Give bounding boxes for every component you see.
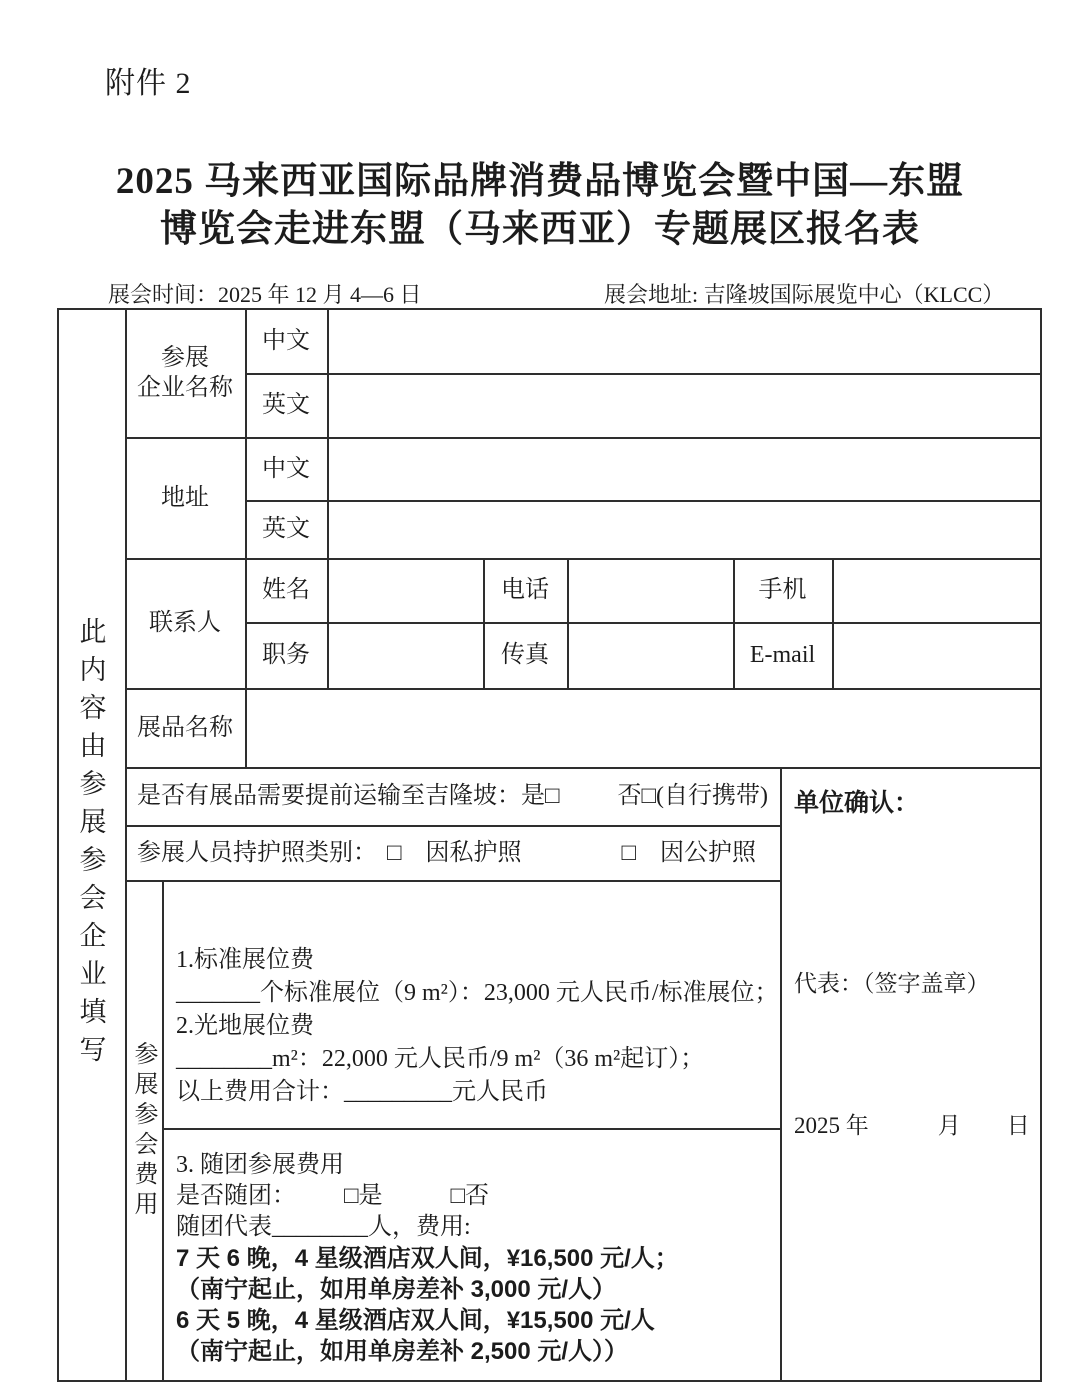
fee-section-label: 参展参会费用 — [130, 1041, 156, 1221]
passport-question: 参展人员持护照类别： — [137, 839, 377, 866]
group-no-checkbox[interactable]: □否 — [450, 1183, 489, 1209]
contact-name-input[interactable] — [329, 558, 483, 622]
confirmation-title: 单位确认： — [794, 789, 920, 817]
group-join-question: 是否随团： — [176, 1183, 296, 1209]
standard-booth-title: 1.标准展位费 — [176, 947, 314, 973]
address-zh-input[interactable] — [329, 437, 1042, 500]
package1-line: 7 天 6 晚，4 星级酒店双人间，¥16,500 元/人； — [176, 1245, 679, 1272]
company-name-zh-input[interactable] — [329, 308, 1042, 373]
group-yes-checkbox[interactable]: □是 — [344, 1183, 383, 1209]
contact-job-label: 职务 — [262, 642, 310, 668]
contact-phone-label: 电话 — [501, 577, 549, 603]
raw-space-detail[interactable]: ________m²：22,000 元人民币/9 m²（36 m²起订）； — [176, 1046, 705, 1072]
company-name-en-input[interactable] — [329, 373, 1042, 437]
raw-space-title: 2.光地展位费 — [176, 1013, 314, 1039]
group-fee-title: 3. 随团参展费用 — [176, 1152, 344, 1178]
contact-email-label: E-mail — [749, 642, 816, 668]
filler-note-text: 此内容由参展参会企业填写 — [75, 617, 106, 1073]
expo-time: 展会时间：2025 年 12 月 4—6 日 — [108, 282, 422, 307]
fee-total-line[interactable]: 以上费用合计：_________元人民币 — [176, 1079, 548, 1105]
group-fee-block — [176, 1150, 776, 1367]
address-en-input[interactable] — [329, 500, 1042, 558]
contact-fax-input[interactable] — [569, 622, 733, 688]
exhibits-label: 展品名称 — [137, 714, 233, 741]
address-label: 地址 — [161, 484, 209, 511]
package1-note-line: （南宁起止，如用单房差补 3,000 元/人） — [176, 1276, 617, 1303]
package2-note-line: （南宁起止，如用单房差补 2,500 元/人）） — [176, 1338, 629, 1365]
company-en-label: 英文 — [262, 392, 310, 418]
contact-mobile-input[interactable] — [834, 558, 1042, 622]
contact-label: 联系人 — [149, 610, 221, 636]
contact-name-label: 姓名 — [262, 577, 310, 603]
company-zh-label: 中文 — [262, 327, 310, 354]
shipping-no-checkbox[interactable]: 否□(自行携带) — [617, 783, 768, 809]
attachment-label: 附件 2 — [105, 67, 192, 100]
passport-row — [125, 825, 780, 880]
filler-note-column — [57, 308, 125, 1382]
contact-fax-label: 传真 — [501, 642, 549, 668]
contact-email-input[interactable] — [834, 622, 1042, 688]
passport-public-checkbox[interactable]: □ 因公护照 — [621, 839, 756, 866]
shipping-question: 是否有展品需要提前运输至吉隆坡： — [137, 783, 521, 809]
grid-line — [162, 880, 164, 1382]
contact-phone-input[interactable] — [569, 558, 733, 622]
package2-line: 6 天 5 晚，4 星级酒店双人间，¥15,500 元/人 — [176, 1307, 655, 1334]
group-reps-line[interactable]: 随团代表________人，费用: — [176, 1214, 471, 1240]
passport-private-checkbox[interactable]: □ 因私护照 — [387, 839, 522, 866]
form-title-line2: 博览会走进东盟（马来西亚）专题展区报名表 — [160, 209, 920, 250]
confirmation-date-line[interactable]: 2025 年 月 日 — [794, 1113, 1030, 1138]
contact-job-input[interactable] — [329, 622, 483, 688]
address-en-label: 英文 — [262, 516, 310, 542]
fee-section-column — [125, 880, 162, 1382]
expo-venue: 展会地址: 吉隆坡国际展览中心（KLCC） — [604, 282, 1005, 307]
group-join-line — [176, 1181, 776, 1212]
company-name-label: 参展 企业名称 — [137, 344, 233, 401]
exhibits-input[interactable] — [247, 688, 1042, 767]
confirmation-column — [782, 767, 1042, 1382]
representative-signature-line[interactable]: 代表：（签字盖章） — [794, 971, 990, 996]
address-zh-label: 中文 — [262, 455, 310, 482]
standard-booth-detail[interactable]: _______个标准展位（9 m²）：23,000 元人民币/标准展位； — [176, 980, 779, 1006]
form-title-line1: 2025 马来西亚国际品牌消费品博览会暨中国—东盟 — [115, 161, 965, 202]
booth-fee-block — [176, 944, 779, 1109]
contact-mobile-label: 手机 — [758, 577, 807, 603]
grid-line — [125, 880, 780, 882]
shipping-row — [125, 767, 780, 825]
shipping-yes-checkbox[interactable]: 是□ — [521, 783, 560, 809]
grid-line — [162, 1128, 780, 1130]
